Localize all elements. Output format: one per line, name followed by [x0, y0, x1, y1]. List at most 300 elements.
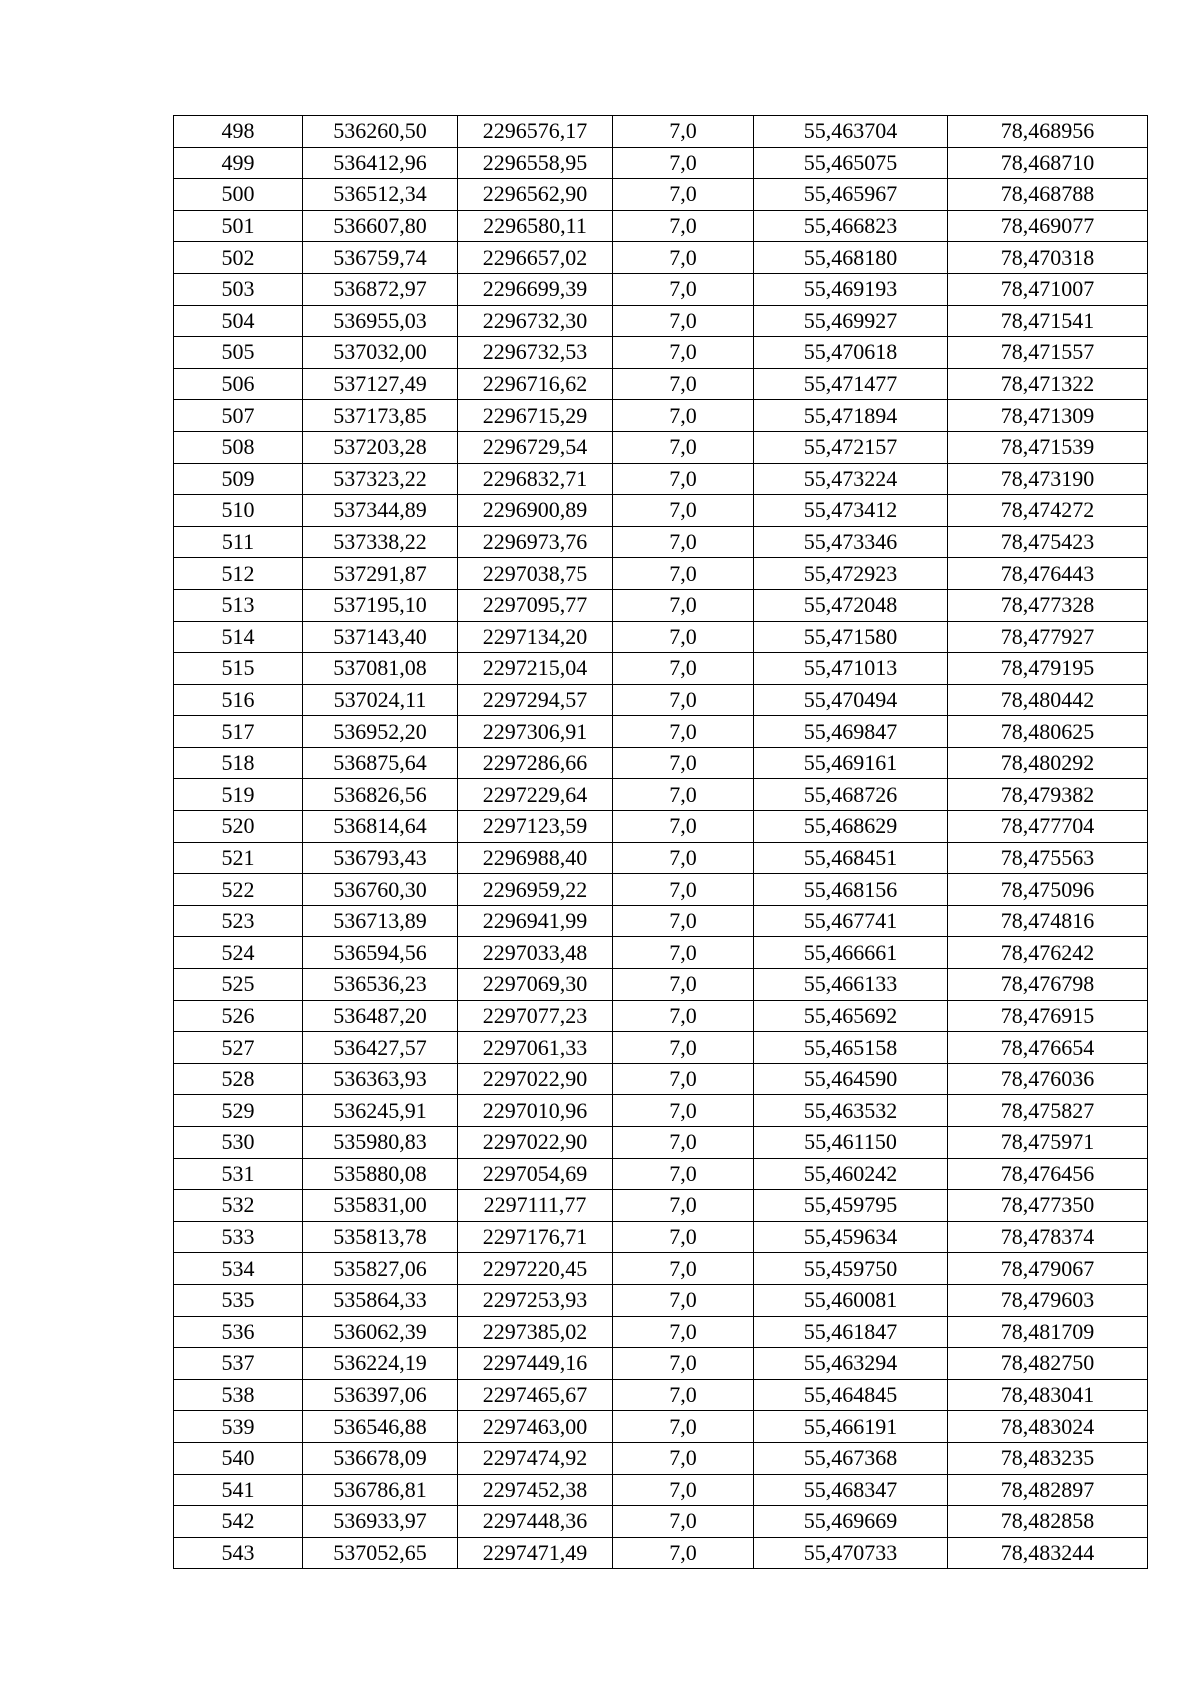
y-coordinate-cell: 2297134,20	[458, 621, 613, 653]
tolerance-cell: 7,0	[613, 937, 754, 969]
longitude-cell: 78,478374	[948, 1221, 1148, 1253]
x-coordinate-cell: 536759,74	[303, 242, 458, 274]
longitude-cell: 78,475971	[948, 1127, 1148, 1159]
longitude-cell: 78,483024	[948, 1411, 1148, 1443]
point-number-cell: 518	[174, 747, 303, 779]
point-number-cell: 519	[174, 779, 303, 811]
latitude-cell: 55,463532	[754, 1095, 948, 1127]
table-row	[174, 1379, 1148, 1411]
x-coordinate-cell: 536260,50	[303, 116, 458, 148]
latitude-cell: 55,470733	[754, 1537, 948, 1569]
tolerance-cell: 7,0	[613, 526, 754, 558]
longitude-cell: 78,481709	[948, 1316, 1148, 1348]
y-coordinate-cell: 2297123,59	[458, 811, 613, 843]
latitude-cell: 55,473412	[754, 495, 948, 527]
latitude-cell: 55,466661	[754, 937, 948, 969]
table-row	[174, 179, 1148, 211]
longitude-cell: 78,483235	[948, 1442, 1148, 1474]
coordinates-table-body	[174, 116, 1148, 1569]
y-coordinate-cell: 2296562,90	[458, 179, 613, 211]
tolerance-cell: 7,0	[613, 716, 754, 748]
longitude-cell: 78,479382	[948, 779, 1148, 811]
longitude-cell: 78,480625	[948, 716, 1148, 748]
tolerance-cell: 7,0	[613, 273, 754, 305]
table-row	[174, 1190, 1148, 1222]
y-coordinate-cell: 2297294,57	[458, 684, 613, 716]
point-number-cell: 532	[174, 1190, 303, 1222]
longitude-cell: 78,477350	[948, 1190, 1148, 1222]
point-number-cell: 531	[174, 1158, 303, 1190]
latitude-cell: 55,470494	[754, 684, 948, 716]
x-coordinate-cell: 537127,49	[303, 368, 458, 400]
x-coordinate-cell: 536786,81	[303, 1474, 458, 1506]
coordinates-table	[173, 115, 1148, 1569]
tolerance-cell: 7,0	[613, 1284, 754, 1316]
tolerance-cell: 7,0	[613, 179, 754, 211]
table-row	[174, 1095, 1148, 1127]
latitude-cell: 55,464845	[754, 1379, 948, 1411]
point-number-cell: 517	[174, 716, 303, 748]
table-row	[174, 1000, 1148, 1032]
table-row	[174, 747, 1148, 779]
table-row	[174, 684, 1148, 716]
x-coordinate-cell: 536536,23	[303, 969, 458, 1001]
tolerance-cell: 7,0	[613, 1000, 754, 1032]
x-coordinate-cell: 537195,10	[303, 589, 458, 621]
tolerance-cell: 7,0	[613, 1095, 754, 1127]
y-coordinate-cell: 2296715,29	[458, 400, 613, 432]
tolerance-cell: 7,0	[613, 1316, 754, 1348]
y-coordinate-cell: 2297077,23	[458, 1000, 613, 1032]
tolerance-cell: 7,0	[613, 337, 754, 369]
x-coordinate-cell: 537323,22	[303, 463, 458, 495]
latitude-cell: 55,472923	[754, 558, 948, 590]
point-number-cell: 523	[174, 905, 303, 937]
x-coordinate-cell: 536412,96	[303, 147, 458, 179]
x-coordinate-cell: 536952,20	[303, 716, 458, 748]
latitude-cell: 55,472157	[754, 431, 948, 463]
latitude-cell: 55,469161	[754, 747, 948, 779]
tolerance-cell: 7,0	[613, 905, 754, 937]
longitude-cell: 78,474272	[948, 495, 1148, 527]
point-number-cell: 521	[174, 842, 303, 874]
x-coordinate-cell: 537052,65	[303, 1537, 458, 1569]
longitude-cell: 78,475423	[948, 526, 1148, 558]
latitude-cell: 55,466191	[754, 1411, 948, 1443]
tolerance-cell: 7,0	[613, 305, 754, 337]
table-row	[174, 621, 1148, 653]
point-number-cell: 543	[174, 1537, 303, 1569]
y-coordinate-cell: 2296699,39	[458, 273, 613, 305]
table-row	[174, 368, 1148, 400]
x-coordinate-cell: 536678,09	[303, 1442, 458, 1474]
x-coordinate-cell: 535864,33	[303, 1284, 458, 1316]
table-row	[174, 242, 1148, 274]
y-coordinate-cell: 2296657,02	[458, 242, 613, 274]
latitude-cell: 55,473224	[754, 463, 948, 495]
y-coordinate-cell: 2297448,36	[458, 1506, 613, 1538]
x-coordinate-cell: 537032,00	[303, 337, 458, 369]
x-coordinate-cell: 536933,97	[303, 1506, 458, 1538]
tolerance-cell: 7,0	[613, 779, 754, 811]
tolerance-cell: 7,0	[613, 1032, 754, 1064]
tolerance-cell: 7,0	[613, 431, 754, 463]
tolerance-cell: 7,0	[613, 874, 754, 906]
tolerance-cell: 7,0	[613, 1379, 754, 1411]
table-row	[174, 337, 1148, 369]
latitude-cell: 55,460242	[754, 1158, 948, 1190]
tolerance-cell: 7,0	[613, 589, 754, 621]
point-number-cell: 533	[174, 1221, 303, 1253]
y-coordinate-cell: 2297095,77	[458, 589, 613, 621]
y-coordinate-cell: 2296988,40	[458, 842, 613, 874]
latitude-cell: 55,468629	[754, 811, 948, 843]
longitude-cell: 78,476456	[948, 1158, 1148, 1190]
x-coordinate-cell: 536427,57	[303, 1032, 458, 1064]
tolerance-cell: 7,0	[613, 811, 754, 843]
latitude-cell: 55,467741	[754, 905, 948, 937]
x-coordinate-cell: 536062,39	[303, 1316, 458, 1348]
latitude-cell: 55,459634	[754, 1221, 948, 1253]
longitude-cell: 78,471539	[948, 431, 1148, 463]
point-number-cell: 524	[174, 937, 303, 969]
latitude-cell: 55,471477	[754, 368, 948, 400]
latitude-cell: 55,468180	[754, 242, 948, 274]
y-coordinate-cell: 2297054,69	[458, 1158, 613, 1190]
point-number-cell: 529	[174, 1095, 303, 1127]
longitude-cell: 78,476654	[948, 1032, 1148, 1064]
tolerance-cell: 7,0	[613, 621, 754, 653]
tolerance-cell: 7,0	[613, 1127, 754, 1159]
longitude-cell: 78,471309	[948, 400, 1148, 432]
table-row	[174, 874, 1148, 906]
table-row	[174, 937, 1148, 969]
y-coordinate-cell: 2297306,91	[458, 716, 613, 748]
longitude-cell: 78,474816	[948, 905, 1148, 937]
table-row	[174, 653, 1148, 685]
latitude-cell: 55,459750	[754, 1253, 948, 1285]
latitude-cell: 55,469847	[754, 716, 948, 748]
y-coordinate-cell: 2297010,96	[458, 1095, 613, 1127]
latitude-cell: 55,465158	[754, 1032, 948, 1064]
x-coordinate-cell: 537291,87	[303, 558, 458, 590]
table-row	[174, 1063, 1148, 1095]
latitude-cell: 55,473346	[754, 526, 948, 558]
x-coordinate-cell: 537173,85	[303, 400, 458, 432]
longitude-cell: 78,476798	[948, 969, 1148, 1001]
tolerance-cell: 7,0	[613, 1348, 754, 1380]
table-row	[174, 305, 1148, 337]
point-number-cell: 512	[174, 558, 303, 590]
y-coordinate-cell: 2296729,54	[458, 431, 613, 463]
x-coordinate-cell: 536546,88	[303, 1411, 458, 1443]
point-number-cell: 513	[174, 589, 303, 621]
table-row	[174, 1221, 1148, 1253]
longitude-cell: 78,483244	[948, 1537, 1148, 1569]
table-row	[174, 1253, 1148, 1285]
latitude-cell: 55,472048	[754, 589, 948, 621]
latitude-cell: 55,466133	[754, 969, 948, 1001]
latitude-cell: 55,469927	[754, 305, 948, 337]
y-coordinate-cell: 2296832,71	[458, 463, 613, 495]
point-number-cell: 509	[174, 463, 303, 495]
tolerance-cell: 7,0	[613, 400, 754, 432]
x-coordinate-cell: 536713,89	[303, 905, 458, 937]
point-number-cell: 514	[174, 621, 303, 653]
table-row	[174, 779, 1148, 811]
table-row	[174, 526, 1148, 558]
longitude-cell: 78,476443	[948, 558, 1148, 590]
table-row	[174, 1032, 1148, 1064]
table-row	[174, 1348, 1148, 1380]
point-number-cell: 541	[174, 1474, 303, 1506]
tolerance-cell: 7,0	[613, 1411, 754, 1443]
y-coordinate-cell: 2296576,17	[458, 116, 613, 148]
latitude-cell: 55,465075	[754, 147, 948, 179]
table-row	[174, 1474, 1148, 1506]
table-row	[174, 495, 1148, 527]
point-number-cell: 515	[174, 653, 303, 685]
y-coordinate-cell: 2296959,22	[458, 874, 613, 906]
x-coordinate-cell: 536487,20	[303, 1000, 458, 1032]
table-row	[174, 1442, 1148, 1474]
table-row	[174, 969, 1148, 1001]
longitude-cell: 78,477328	[948, 589, 1148, 621]
table-row	[174, 589, 1148, 621]
table-row	[174, 842, 1148, 874]
longitude-cell: 78,475096	[948, 874, 1148, 906]
longitude-cell: 78,470318	[948, 242, 1148, 274]
longitude-cell: 78,468956	[948, 116, 1148, 148]
x-coordinate-cell: 537338,22	[303, 526, 458, 558]
point-number-cell: 502	[174, 242, 303, 274]
y-coordinate-cell: 2296716,62	[458, 368, 613, 400]
longitude-cell: 78,482750	[948, 1348, 1148, 1380]
point-number-cell: 527	[174, 1032, 303, 1064]
y-coordinate-cell: 2297286,66	[458, 747, 613, 779]
point-number-cell: 498	[174, 116, 303, 148]
latitude-cell: 55,465692	[754, 1000, 948, 1032]
table-row	[174, 116, 1148, 148]
longitude-cell: 78,475563	[948, 842, 1148, 874]
tolerance-cell: 7,0	[613, 495, 754, 527]
y-coordinate-cell: 2297111,77	[458, 1190, 613, 1222]
latitude-cell: 55,468347	[754, 1474, 948, 1506]
y-coordinate-cell: 2297229,64	[458, 779, 613, 811]
tolerance-cell: 7,0	[613, 558, 754, 590]
point-number-cell: 525	[174, 969, 303, 1001]
latitude-cell: 55,466823	[754, 210, 948, 242]
tolerance-cell: 7,0	[613, 242, 754, 274]
longitude-cell: 78,483041	[948, 1379, 1148, 1411]
y-coordinate-cell: 2297452,38	[458, 1474, 613, 1506]
table-row	[174, 463, 1148, 495]
longitude-cell: 78,480292	[948, 747, 1148, 779]
table-row	[174, 1537, 1148, 1569]
latitude-cell: 55,467368	[754, 1442, 948, 1474]
table-row	[174, 1506, 1148, 1538]
longitude-cell: 78,477927	[948, 621, 1148, 653]
point-number-cell: 520	[174, 811, 303, 843]
latitude-cell: 55,471894	[754, 400, 948, 432]
longitude-cell: 78,476242	[948, 937, 1148, 969]
longitude-cell: 78,482858	[948, 1506, 1148, 1538]
x-coordinate-cell: 536875,64	[303, 747, 458, 779]
point-number-cell: 501	[174, 210, 303, 242]
table-row	[174, 210, 1148, 242]
y-coordinate-cell: 2297385,02	[458, 1316, 613, 1348]
y-coordinate-cell: 2296732,30	[458, 305, 613, 337]
y-coordinate-cell: 2296558,95	[458, 147, 613, 179]
tolerance-cell: 7,0	[613, 147, 754, 179]
latitude-cell: 55,469193	[754, 273, 948, 305]
y-coordinate-cell: 2297463,00	[458, 1411, 613, 1443]
point-number-cell: 516	[174, 684, 303, 716]
table-row	[174, 905, 1148, 937]
x-coordinate-cell: 535813,78	[303, 1221, 458, 1253]
longitude-cell: 78,482897	[948, 1474, 1148, 1506]
x-coordinate-cell: 536594,56	[303, 937, 458, 969]
table-row	[174, 400, 1148, 432]
table-row	[174, 1158, 1148, 1190]
x-coordinate-cell: 536397,06	[303, 1379, 458, 1411]
latitude-cell: 55,468156	[754, 874, 948, 906]
latitude-cell: 55,461150	[754, 1127, 948, 1159]
tolerance-cell: 7,0	[613, 116, 754, 148]
y-coordinate-cell: 2297220,45	[458, 1253, 613, 1285]
tolerance-cell: 7,0	[613, 969, 754, 1001]
latitude-cell: 55,469669	[754, 1506, 948, 1538]
point-number-cell: 499	[174, 147, 303, 179]
latitude-cell: 55,471580	[754, 621, 948, 653]
y-coordinate-cell: 2297253,93	[458, 1284, 613, 1316]
point-number-cell: 510	[174, 495, 303, 527]
x-coordinate-cell: 536955,03	[303, 305, 458, 337]
point-number-cell: 505	[174, 337, 303, 369]
x-coordinate-cell: 536607,80	[303, 210, 458, 242]
longitude-cell: 78,476036	[948, 1063, 1148, 1095]
point-number-cell: 530	[174, 1127, 303, 1159]
tolerance-cell: 7,0	[613, 842, 754, 874]
x-coordinate-cell: 537143,40	[303, 621, 458, 653]
point-number-cell: 535	[174, 1284, 303, 1316]
point-number-cell: 511	[174, 526, 303, 558]
x-coordinate-cell: 536224,19	[303, 1348, 458, 1380]
y-coordinate-cell: 2297215,04	[458, 653, 613, 685]
tolerance-cell: 7,0	[613, 1190, 754, 1222]
x-coordinate-cell: 536872,97	[303, 273, 458, 305]
point-number-cell: 534	[174, 1253, 303, 1285]
x-coordinate-cell: 535880,08	[303, 1158, 458, 1190]
x-coordinate-cell: 537344,89	[303, 495, 458, 527]
tolerance-cell: 7,0	[613, 463, 754, 495]
longitude-cell: 78,479603	[948, 1284, 1148, 1316]
longitude-cell: 78,468788	[948, 179, 1148, 211]
latitude-cell: 55,463704	[754, 116, 948, 148]
point-number-cell: 536	[174, 1316, 303, 1348]
x-coordinate-cell: 536363,93	[303, 1063, 458, 1095]
table-row	[174, 147, 1148, 179]
latitude-cell: 55,463294	[754, 1348, 948, 1380]
table-row	[174, 716, 1148, 748]
x-coordinate-cell: 535827,06	[303, 1253, 458, 1285]
tolerance-cell: 7,0	[613, 1221, 754, 1253]
longitude-cell: 78,479195	[948, 653, 1148, 685]
latitude-cell: 55,459795	[754, 1190, 948, 1222]
tolerance-cell: 7,0	[613, 653, 754, 685]
point-number-cell: 528	[174, 1063, 303, 1095]
y-coordinate-cell: 2296580,11	[458, 210, 613, 242]
y-coordinate-cell: 2297069,30	[458, 969, 613, 1001]
y-coordinate-cell: 2297449,16	[458, 1348, 613, 1380]
longitude-cell: 78,476915	[948, 1000, 1148, 1032]
y-coordinate-cell: 2297176,71	[458, 1221, 613, 1253]
longitude-cell: 78,471541	[948, 305, 1148, 337]
x-coordinate-cell: 536245,91	[303, 1095, 458, 1127]
latitude-cell: 55,468726	[754, 779, 948, 811]
tolerance-cell: 7,0	[613, 1506, 754, 1538]
y-coordinate-cell: 2297471,49	[458, 1537, 613, 1569]
x-coordinate-cell: 537024,11	[303, 684, 458, 716]
longitude-cell: 78,480442	[948, 684, 1148, 716]
longitude-cell: 78,469077	[948, 210, 1148, 242]
y-coordinate-cell: 2296973,76	[458, 526, 613, 558]
y-coordinate-cell: 2296732,53	[458, 337, 613, 369]
longitude-cell: 78,479067	[948, 1253, 1148, 1285]
latitude-cell: 55,461847	[754, 1316, 948, 1348]
point-number-cell: 542	[174, 1506, 303, 1538]
tolerance-cell: 7,0	[613, 1063, 754, 1095]
y-coordinate-cell: 2297474,92	[458, 1442, 613, 1474]
y-coordinate-cell: 2297022,90	[458, 1063, 613, 1095]
table-row	[174, 558, 1148, 590]
longitude-cell: 78,475827	[948, 1095, 1148, 1127]
tolerance-cell: 7,0	[613, 1442, 754, 1474]
tolerance-cell: 7,0	[613, 684, 754, 716]
x-coordinate-cell: 535831,00	[303, 1190, 458, 1222]
point-number-cell: 503	[174, 273, 303, 305]
tolerance-cell: 7,0	[613, 368, 754, 400]
y-coordinate-cell: 2297061,33	[458, 1032, 613, 1064]
table-row	[174, 1316, 1148, 1348]
point-number-cell: 506	[174, 368, 303, 400]
y-coordinate-cell: 2297033,48	[458, 937, 613, 969]
tolerance-cell: 7,0	[613, 210, 754, 242]
point-number-cell: 504	[174, 305, 303, 337]
x-coordinate-cell: 536760,30	[303, 874, 458, 906]
point-number-cell: 526	[174, 1000, 303, 1032]
tolerance-cell: 7,0	[613, 1253, 754, 1285]
latitude-cell: 55,471013	[754, 653, 948, 685]
x-coordinate-cell: 537203,28	[303, 431, 458, 463]
tolerance-cell: 7,0	[613, 1158, 754, 1190]
y-coordinate-cell: 2296941,99	[458, 905, 613, 937]
table-row	[174, 1284, 1148, 1316]
point-number-cell: 537	[174, 1348, 303, 1380]
latitude-cell: 55,465967	[754, 179, 948, 211]
point-number-cell: 539	[174, 1411, 303, 1443]
table-row	[174, 273, 1148, 305]
x-coordinate-cell: 535980,83	[303, 1127, 458, 1159]
table-row	[174, 811, 1148, 843]
longitude-cell: 78,468710	[948, 147, 1148, 179]
latitude-cell: 55,468451	[754, 842, 948, 874]
longitude-cell: 78,471557	[948, 337, 1148, 369]
point-number-cell: 538	[174, 1379, 303, 1411]
latitude-cell: 55,464590	[754, 1063, 948, 1095]
point-number-cell: 507	[174, 400, 303, 432]
x-coordinate-cell: 537081,08	[303, 653, 458, 685]
